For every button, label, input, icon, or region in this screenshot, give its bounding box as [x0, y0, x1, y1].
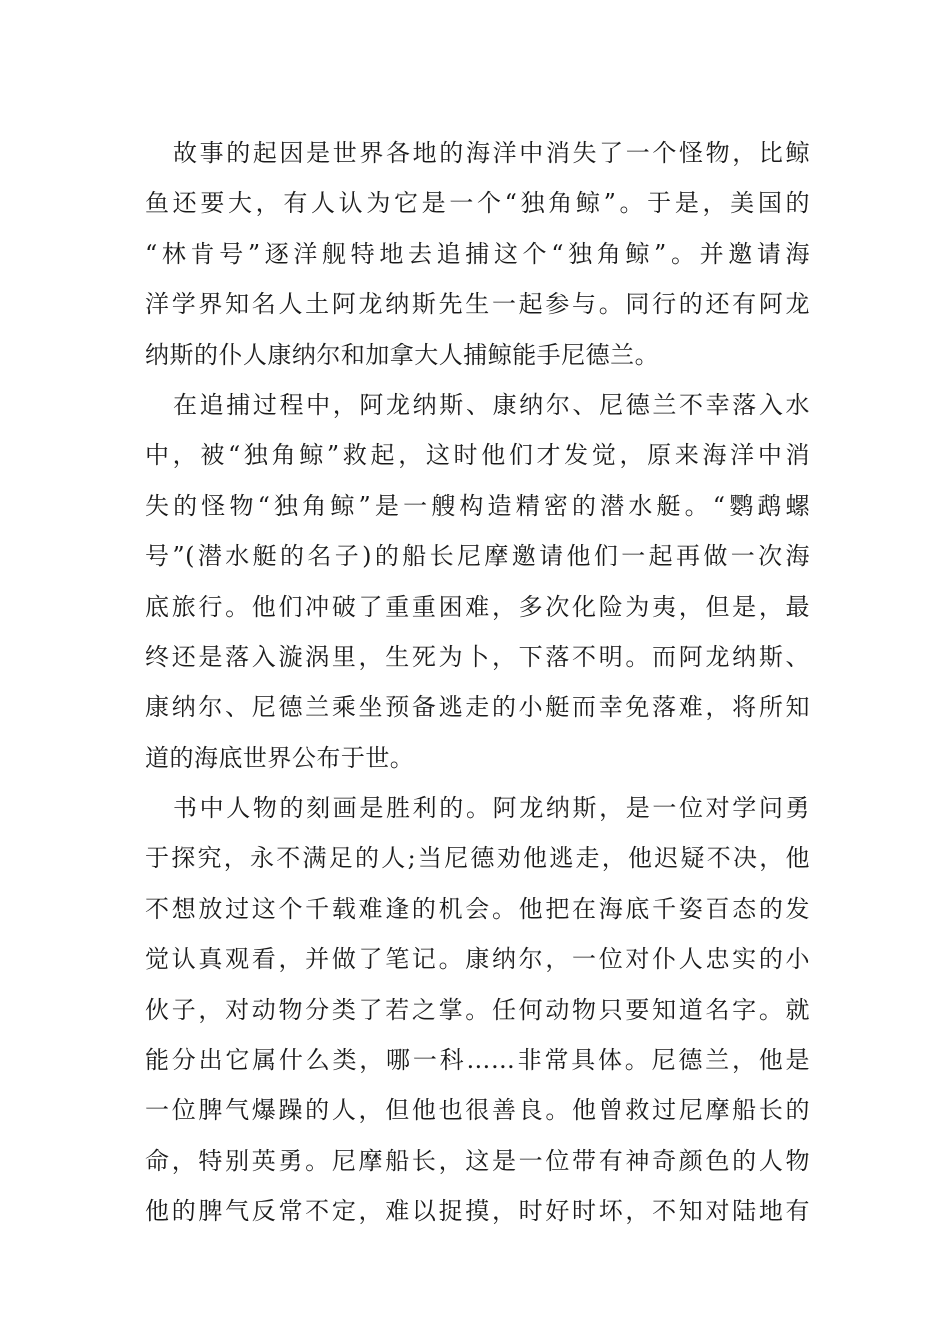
- paragraph-2-line-2: 中，被“独角鲸”救起，这时他们才发觉，原来海洋中消: [145, 441, 810, 470]
- paragraph-3-line-1: 书中人物的刻画是胜利的。阿龙纳斯，是一位对学问勇: [173, 794, 810, 823]
- paragraph-1-line-4: 洋学界知名人土阿龙纳斯先生一起参与。同行的还有阿龙: [145, 290, 810, 319]
- paragraph-2-line-5: 底旅行。他们冲破了重重困难，多次化险为夷，但是，最: [145, 592, 810, 621]
- paragraph-3-line-2: 于探究，永不满足的人;当尼德劝他逃走，他迟疑不决，他: [145, 844, 810, 873]
- paragraph-3-line-6: 能分出它属什么类，哪一科……非常具体。尼德兰，他是: [145, 1046, 810, 1075]
- paragraph-3-line-7: 一位脾气爆躁的人，但他也很善良。他曾救过尼摩船长的: [145, 1096, 810, 1125]
- paragraph-1-line-3: “林肯号”逐洋舰特地去追捕这个“独角鲸”。并邀请海: [145, 239, 810, 268]
- paragraph-2-line-7: 康纳尔、尼德兰乘坐预备逃走的小艇而幸免落难，将所知: [145, 693, 810, 722]
- paragraph-3-line-4: 觉认真观看，并做了笔记。康纳尔，一位对仆人忠实的小: [145, 945, 810, 974]
- paragraph-2-line-1: 在追捕过程中，阿龙纳斯、康纳尔、尼德兰不幸落入水: [173, 390, 810, 419]
- paragraph-2-line-8: 道的海底世界公布于世。: [145, 743, 415, 772]
- paragraph-3-line-3: 不想放过这个千载难逢的机会。他把在海底千姿百态的发: [145, 894, 810, 923]
- paragraph-3-line-8: 命，特别英勇。尼摩船长，这是一位带有神奇颜色的人物: [145, 1146, 810, 1175]
- paragraph-2-line-3: 失的怪物“独角鲸”是一艘构造精密的潜水艇。“鹦鹉螺: [145, 491, 810, 520]
- paragraph-1-line-2: 鱼还要大，有人认为它是一个“独角鲸”。于是，美国的: [145, 189, 810, 218]
- paragraph-3-line-5: 伙子，对动物分类了若之掌。任何动物只要知道名字。就: [145, 995, 810, 1024]
- paragraph-3-line-9: 他的脾气反常不定，难以捉摸，时好时坏，不知对陆地有: [145, 1197, 810, 1226]
- body-text: [145, 128, 810, 1237]
- paragraph-1-line-1: 故事的起因是世界各地的海洋中消失了一个怪物，比鲸: [173, 139, 810, 167]
- paragraph-2-line-4: 号”(潜水艇的名子)的船长尼摩邀请他们一起再做一次海: [145, 542, 810, 571]
- paragraph-1-line-5: 纳斯的仆人康纳尔和加拿大人捕鲸能手尼德兰。: [145, 340, 660, 369]
- paragraph-2-line-6: 终还是落入漩涡里，生死为卜，下落不明。而阿龙纳斯、: [145, 642, 810, 671]
